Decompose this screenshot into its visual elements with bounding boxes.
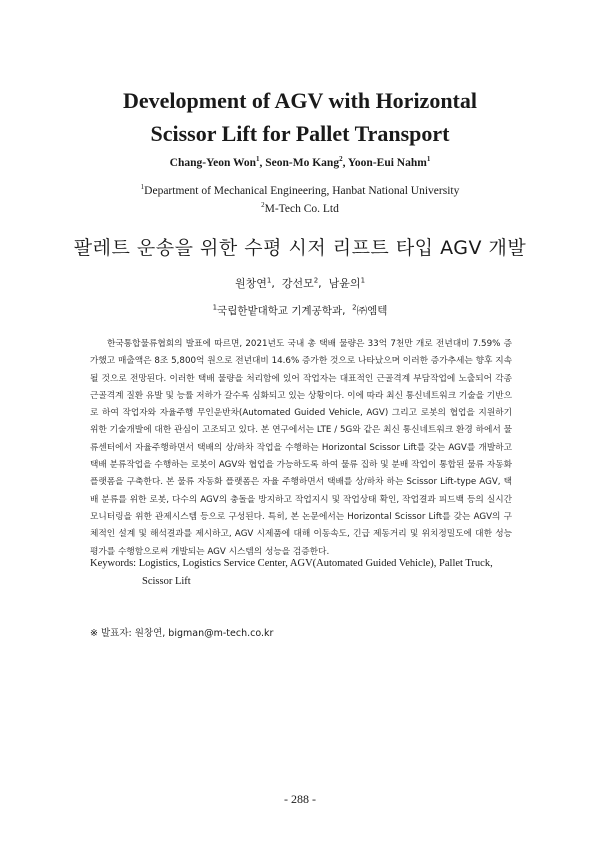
affiliation-text: ㈜엠텍 [356,305,388,317]
affiliation-korean [0,303,600,318]
keywords-list: Logistics, Logistics Service Center, AGV(Automated Guided Vehicle), Pallet Truck, [138,558,493,569]
affiliation-mark: 1 [140,183,145,191]
author-affiliation-mark: 1 [256,155,260,163]
paper-title-line2: Scissor Lift for Pallet Transport [150,121,450,146]
keywords-label: Keywords: [90,558,137,569]
author-name: 강선모 [281,277,314,290]
author-affiliation-mark: 1 [360,276,366,285]
paper-title-korean: 팔레트 운송을 위한 수평 시저 리프트 타입 AGV 개발 [73,237,527,259]
authors-korean: 원창연$^1$, 강선모$^2$, 남윤의$^1$ [234,276,366,290]
page-number: - 288 - [284,792,316,806]
affiliation-english-2 [0,201,600,215]
affiliation-english-1 [0,183,600,197]
affiliation-text: M-Tech Co. Ltd [264,202,339,215]
author-affiliation-mark: 1 [426,155,431,163]
author-affiliation-mark: 1 [266,276,272,285]
affiliation-text: Department of Mechanical Engineering, Hanbat National University [144,184,460,197]
presenter-note: ※ 발표자: 원창연, bigman@m-tech.co.kr [90,628,274,639]
author-name: Seon-Mo Kang [265,156,340,169]
affiliation-text: 국립한밭대학교 기계공학과, [217,305,346,317]
affiliation-mark: 1 [212,303,218,312]
author-affiliation-mark: 2 [313,276,319,285]
affiliation-mark: 2 [352,303,357,312]
keywords [90,555,512,591]
keywords-line-2: Scissor Lift [142,576,191,587]
abstract-text: 한국통합물류협회의 발표에 따르면, 2021년도 국내 총 택배 물량은 33억 7천만 개로 전년대비 7.59% 증가했고 매출액은 8조 5,800억 원으로 전년대비 14.6% 증가한 것으로 나타났으며 이러한 증가추세는 향후 지속될 것으로 전망된다. 이러한 택배 물량을 처리함에 있어 작업자는 대표적인 근골격계 부담작업에 노출되어 각종 근골격계 질환 유발 및 능률 저하가 갈수록 심화되고 있는 상황이다. 이에 따라 최신 통신네트워크 기술을 기반으로 하여 작업자와 자율주행 무인운반차(Automated Guided Vehicle, AGV) 그리고 로봇의 협업을 지원하기 위한 기술개발에 대한 관심이 고조되고 있다. 본 연구에서는 LTE / 5G와 같은 최신 통신네트워크 환경 하에서 물류센터에서 자율주행하면서 택배의 상/하차 작업을 수행하는 Horizontal Scissor Lift를 갖는 AGV를 개발하고 택배 분류작업을 수행하는 로봇이 AGV와 협업을 가능하도록 하여 물류 집하 및 분배 작업이 통합된 물류 자동화 플랫폼을 구축한다. 본 물류 자동화 플랫폼은 자율 주행하면서 택배를 상/하차 하는 Scissor Lift-type AGV, 택배 분류를 위한 로봇, 다수의 AGV의 충돌을 방지하고 작업지시 및 작업상태 확인, 작업결과 피드백 등의 실시간 모니터링을 위한 관제시스템 등으로 구성된다. 특히, 본 논문에서는 Horizontal Scissor Lift를 갖는 AGV의 구체적인 설계 및 해석결과를 제시하고, AGV 시제품에 대해 이동속도, 긴급 제동거리 및 위치정밀도에 대한 성능 평가를 수행함으로써 개발되는 AGV 시스템의 성능을 검증한다. [90,339,512,557]
author-name: 원창연 [234,277,267,290]
authors-english: Chang-Yeon Won$^1$, Seon-Mo Kang$^2$, Yoon-Eui Nahm$^1$ [169,155,431,169]
paper-title-line1: Development of AGV with Horizontal [122,88,477,113]
affiliation-mark: 2 [261,201,265,209]
author-name: Chang-Yeon Won [169,156,257,169]
author-name: Yoon-Eui Nahm [347,156,427,169]
keywords-line-1 [90,555,512,573]
author-name: 남윤의 [328,277,361,290]
author-affiliation-mark: 2 [339,155,343,163]
